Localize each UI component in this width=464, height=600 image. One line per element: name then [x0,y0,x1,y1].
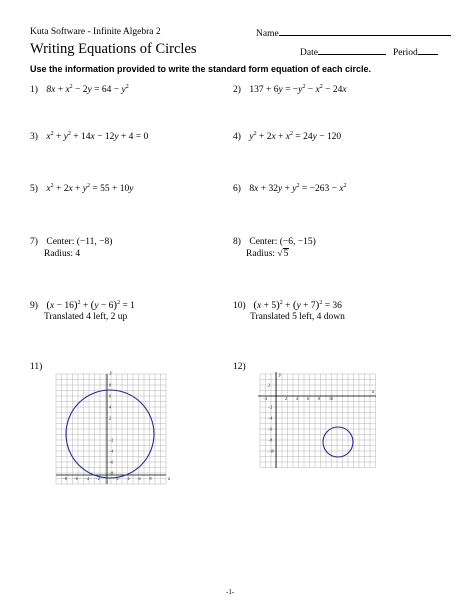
equation: $137 + 6y = -y^2 - x^2 - 24x$ [249,84,347,95]
tick-label: −6 [109,459,114,465]
tick-label: 4 [109,404,111,410]
tick-label: 8 [318,396,320,401]
date-label: Date [300,48,318,58]
problem-4 [233,131,341,142]
problem-number: 8) [233,237,241,247]
problem-3 [30,131,148,142]
tick-label: 4 [296,396,298,401]
problem-5 [30,183,133,194]
period-label: Period [393,48,418,58]
tick-label: 2 [285,396,287,401]
center-text: Center: (−6, −15) [249,237,316,247]
problem-9 [30,299,135,311]
problem-10 [233,299,342,311]
problem-number: 4) [233,132,241,142]
tick-label: −4 [268,415,273,421]
y-axis-label: y [279,373,282,378]
graph-12 [254,370,378,470]
tick-label: 8 [109,382,111,388]
page-title: Writing Equations of Circles [30,41,197,57]
tick-label: −2 [263,396,268,401]
problem-number: 11) [30,362,43,372]
problem-6 [233,183,347,194]
equation: $(x + 5)^2 + (y + 7)^2 = 36$ [253,299,342,311]
circle [66,390,154,478]
tick-label: 2 [109,415,111,421]
problem-12 [233,362,247,372]
sqrt-symbol: √ [277,249,283,259]
grid [260,374,376,468]
equation: $(x - 16)^2 + (y - 6)^2 = 1$ [46,299,135,311]
name-field[interactable] [256,27,451,39]
translation-note: Translated 5 left, 4 down [250,312,345,322]
radius-label: Radius: [246,249,276,259]
problem-1 [30,84,129,95]
page-number: -1- [226,588,235,596]
tick-label: −4 [109,448,114,454]
tick-label: −10 [268,448,275,454]
problem-number: 6) [233,184,241,194]
tick-label: 6 [307,396,309,401]
radius-text: Radius: 4 [44,249,81,259]
name-line [279,27,451,36]
problem-number: 9) [30,301,38,311]
problem-number: 3) [30,132,38,142]
equation: $x^2 + y^2 + 14x - 12y + 4 = 0$ [46,131,149,142]
name-label: Name [256,29,279,39]
graph-11 [52,368,170,486]
problem-number: 12) [233,362,246,372]
problem-2 [233,84,347,95]
problem-number: 7) [30,237,38,247]
translation-note: Translated 4 left, 2 up [44,312,128,322]
y-axis-label: y [110,371,113,376]
tick-label: 6 [109,393,111,399]
period-line [418,46,438,55]
radius-value: 5 [283,249,289,259]
tick-label: −2 [109,437,114,443]
tick-label: −8 [268,437,273,443]
publisher-label: Kuta Software - Infinite Algebra 2 [30,27,161,37]
x-axis-label: x [168,477,171,482]
equation: $8x + 32y + y^2 = -263 - x^2$ [249,183,347,194]
tick-label: 6 [138,476,141,481]
instructions: Use the information provided to write the standard form equation of each circle. [30,64,372,74]
tick-label: 8 [149,476,152,481]
equation: $y^2 + 2x + x^2 = 24y - 120$ [249,131,342,142]
tick-label: −2 [268,404,273,410]
x-axis-label: x [372,390,375,395]
problem-8 [233,237,316,247]
radius-text [246,249,289,259]
problem-number: 1) [30,85,38,95]
equation: $x^2 + 2x + y^2 = 55 + 10y$ [46,183,134,194]
problem-7 [30,237,112,247]
tick-label: −6 [73,476,78,481]
tick-label: −8 [109,470,114,476]
tick-label: 2 [116,476,119,481]
tick-label: −8 [62,476,67,481]
problem-number: 2) [233,85,241,95]
date-line [318,46,386,55]
date-field[interactable] [300,46,386,58]
tick-label: −4 [84,476,89,481]
tick-label: 2 [268,382,270,388]
problem-11 [30,362,44,372]
problem-number: 10) [233,301,246,311]
circle [323,427,353,457]
problem-number: 5) [30,184,38,194]
tick-label: −6 [268,426,273,432]
period-field[interactable] [393,46,438,58]
center-text: Center: (−11, −8) [46,237,113,247]
tick-label: −2 [95,476,100,481]
tick-label: 10 [329,396,333,401]
tick-label: 4 [127,476,130,481]
equation: $8x + x^2 - 2y = 64 - y^2$ [46,84,129,95]
